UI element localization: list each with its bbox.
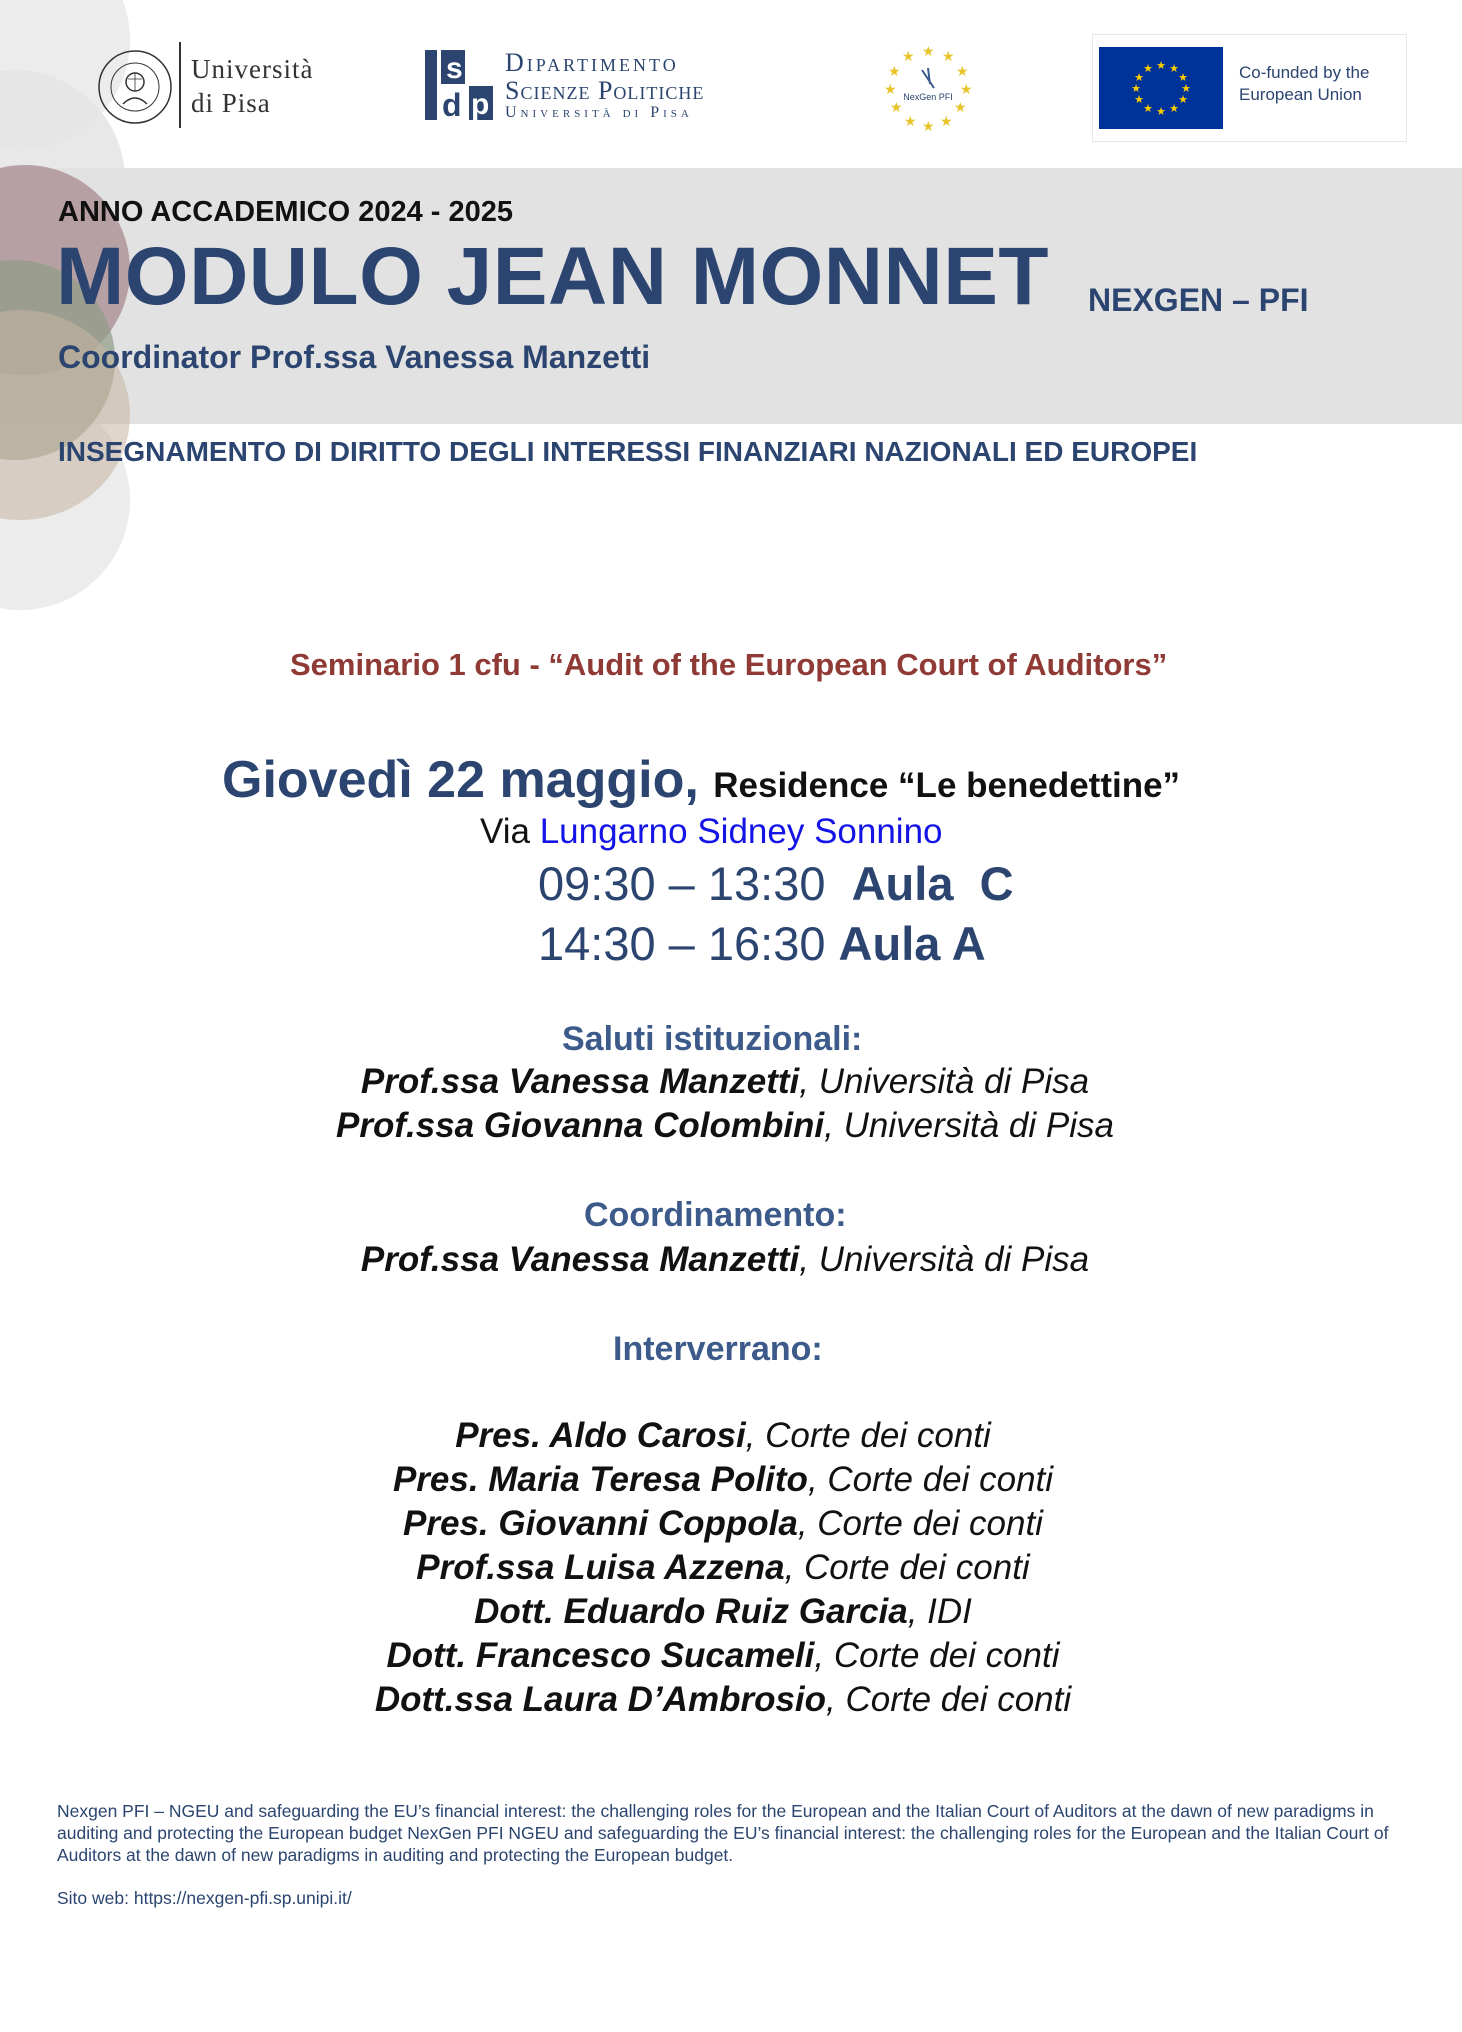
person-name: Pres. Giovanni Coppola <box>403 1504 798 1543</box>
session-2-room: Aula A <box>838 917 986 970</box>
interverranno-list <box>0 1414 1454 1722</box>
svg-text:d: d <box>442 87 462 123</box>
person-name: Pres. Aldo Carosi <box>455 1416 746 1455</box>
course-name: INSEGNAMENTO DI DIRITTO DEGLI INTERESSI FINANZIARI NAZIONALI ED EUROPEI <box>58 436 1198 467</box>
svg-text:s: s <box>446 52 463 85</box>
stars-ring-icon <box>878 40 978 135</box>
svg-text:★: ★ <box>884 81 897 97</box>
person-affiliation: , Corte dei conti <box>797 1504 1043 1543</box>
svg-text:★: ★ <box>890 99 903 115</box>
list-item <box>0 1238 1456 1282</box>
page-title: MODULO JEAN MONNET <box>56 231 1049 322</box>
svg-text:p: p <box>471 88 490 121</box>
website-link[interactable]: Sito web: https://nexgen-pfi.sp.unipi.it/ <box>57 1888 352 1908</box>
unipi-logo <box>95 42 355 137</box>
svg-text:★: ★ <box>888 63 901 79</box>
person-name: Prof.ssa Luisa Azzena <box>416 1548 785 1587</box>
person-name: Dott. Eduardo Ruiz Garcia <box>474 1592 908 1631</box>
unipi-name-line1: Università <box>191 54 314 84</box>
session-1-room: Aula C <box>851 857 1014 910</box>
person-affiliation: , Università di Pisa <box>824 1106 1114 1145</box>
person-name: Dott.ssa Laura D’Ambrosio <box>374 1680 827 1719</box>
svg-text:★: ★ <box>1134 93 1144 106</box>
person-affiliation: , Università di Pisa <box>799 1240 1090 1279</box>
svg-text:★: ★ <box>1143 102 1153 115</box>
svg-text:★: ★ <box>1169 102 1179 115</box>
event-date-sep: , <box>684 751 714 809</box>
coordinamento-title: Coordinamento: <box>584 1196 847 1234</box>
saluti-title: Saluti istituzionali: <box>562 1020 863 1058</box>
eu-cofunded-logo <box>1092 34 1407 142</box>
interverranno-title: Interverrano: <box>613 1330 823 1368</box>
svg-text:★: ★ <box>1181 82 1191 95</box>
svg-text:★: ★ <box>956 63 969 79</box>
session-1 <box>538 856 1014 911</box>
person-affiliation: , Corte dei conti <box>745 1416 991 1455</box>
dsp-name-line3: Università di Pisa <box>505 104 693 121</box>
footer-description: Nexgen PFI – NGEU and safeguarding the EU’s financial interest: the challenging roles for the European and the Italian Court of Auditors at the dawn of new paradigms in auditing and protecting the European budget NexGen PFI NGEU and safeguarding the EU’s financial interest: the challenging roles for the European and the Italian Court of Auditors at the dawn of new paradigms in auditing and protecting the European budget. <box>57 1801 1389 1865</box>
svg-text:★: ★ <box>1178 93 1188 106</box>
svg-text:★: ★ <box>1156 59 1166 72</box>
unipi-seal-icon <box>95 42 175 132</box>
svg-text:★: ★ <box>1131 82 1141 95</box>
svg-text:★: ★ <box>922 118 935 134</box>
coordinator-line: Coordinator Prof.ssa Vanessa Manzetti <box>58 339 651 375</box>
svg-text:★: ★ <box>940 113 953 129</box>
list-item <box>0 1458 1454 1502</box>
via-prefix: Via <box>480 812 540 851</box>
list-item <box>0 1060 1456 1104</box>
venue-address <box>480 812 943 852</box>
logo-divider <box>179 42 181 128</box>
svg-text:★: ★ <box>954 99 967 115</box>
list-item <box>0 1414 1454 1458</box>
session-2 <box>538 916 986 971</box>
svg-text:★: ★ <box>1156 105 1166 118</box>
person-affiliation: , Corte dei conti <box>807 1460 1054 1499</box>
academic-year: ANNO ACCADEMICO 2024 - 2025 <box>58 196 513 228</box>
svg-text:★: ★ <box>1143 62 1153 75</box>
eu-text-line2: European Union <box>1239 85 1362 104</box>
svg-text:★: ★ <box>1178 71 1188 84</box>
saluti-list <box>0 1060 1456 1148</box>
nexgen-label: NexGen PFI <box>903 92 953 102</box>
svg-text:★: ★ <box>1169 62 1179 75</box>
dsp-name-line1: Dipartimento <box>505 48 679 77</box>
person-affiliation: , IDI <box>907 1592 972 1631</box>
list-item <box>0 1104 1456 1148</box>
dsp-logo <box>425 46 765 126</box>
person-affiliation: , Università di Pisa <box>799 1062 1090 1101</box>
svg-text:★: ★ <box>922 43 935 59</box>
dsp-name-line2: Scienze Politiche <box>505 76 705 105</box>
event-date-line <box>222 750 1180 810</box>
event-venue: Residence “Le benedettine” <box>713 766 1181 805</box>
svg-text:★: ★ <box>1134 71 1144 84</box>
unipi-name-line2: di Pisa <box>191 88 271 118</box>
event-date: Giovedì 22 maggio <box>222 751 685 809</box>
person-affiliation: , Corte dei conti <box>814 1636 1060 1675</box>
list-item <box>0 1678 1454 1722</box>
seminar-title: Seminario 1 cfu - “Audit of the European Court of Auditors” <box>290 647 1168 682</box>
list-item <box>0 1634 1454 1678</box>
session-2-time: 14:30 – 16:30 <box>538 917 839 970</box>
street-link[interactable]: Lungarno Sidney Sonnino <box>539 812 943 851</box>
person-name: Prof.ssa Giovanna Colombini <box>336 1106 825 1145</box>
session-1-time: 09:30 – 13:30 <box>538 857 852 910</box>
svg-text:★: ★ <box>902 48 915 64</box>
person-affiliation: , Corte dei conti <box>826 1680 1072 1719</box>
person-name: Prof.ssa Vanessa Manzetti <box>360 1240 800 1279</box>
eu-flag-icon <box>1099 47 1223 129</box>
svg-text:★: ★ <box>960 81 973 97</box>
list-item <box>0 1546 1454 1590</box>
svg-text:★: ★ <box>942 48 955 64</box>
eu-text-line1: Co-funded by the <box>1239 63 1370 82</box>
list-item <box>0 1590 1454 1634</box>
nexgen-logo <box>878 40 978 135</box>
person-affiliation: , Corte dei conti <box>784 1548 1030 1587</box>
list-item <box>0 1502 1454 1546</box>
person-name: Pres. Maria Teresa Polito <box>392 1460 808 1499</box>
person-name: Prof.ssa Vanessa Manzetti <box>360 1062 800 1101</box>
person-name: Dott. Francesco Sucameli <box>386 1636 815 1675</box>
coordinamento-list <box>0 1238 1456 1282</box>
svg-text:★: ★ <box>904 113 917 129</box>
dsp-monogram-icon <box>425 48 495 124</box>
project-tag: NEXGEN – PFI <box>1088 282 1309 318</box>
